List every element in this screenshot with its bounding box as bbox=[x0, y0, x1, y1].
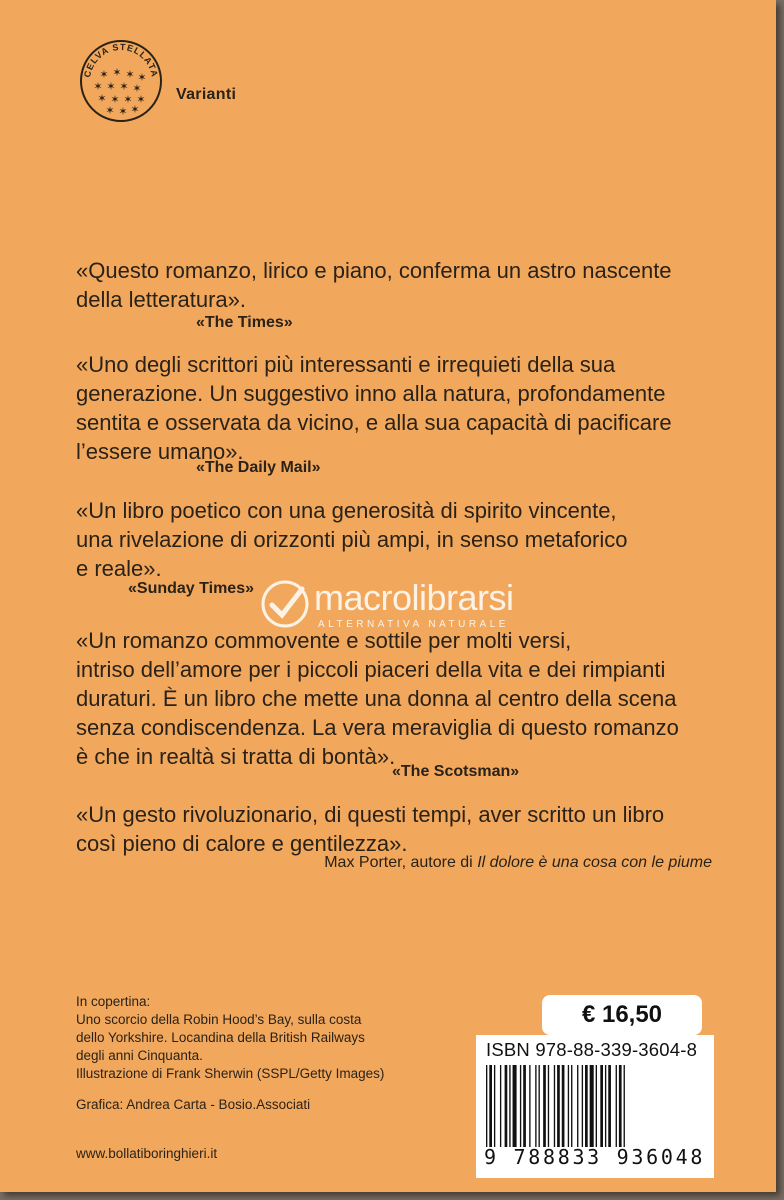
credit-line: Uno scorcio della Robin Hood’s Bay, sulla costa bbox=[76, 1012, 362, 1027]
svg-text:✶: ✶ bbox=[97, 92, 107, 105]
barcode-panel bbox=[476, 1035, 714, 1178]
quote-line: intriso dell’amore per i piccoli piaceri della vita e dei rimpianti bbox=[76, 657, 666, 682]
svg-text:✶: ✶ bbox=[112, 66, 122, 79]
quote-line: una rivelazione di orizzonti più ampi, in senso metaforico bbox=[76, 527, 628, 552]
price-tag: € 16,50 bbox=[542, 995, 702, 1035]
quote-line: «Questo romanzo, lirico e piano, conferma un astro nascente bbox=[76, 258, 672, 283]
barcode-bar bbox=[571, 1065, 572, 1147]
porter-book-title: Il dolore è una cosa con le piume bbox=[477, 854, 712, 871]
isbn-number: ISBN 978-88-339-3604-8 bbox=[486, 1039, 698, 1060]
watermark-tagline: ALTERNATIVA NATURALE bbox=[318, 619, 509, 630]
barcode-bar bbox=[590, 1065, 594, 1147]
barcode-bar bbox=[582, 1065, 583, 1147]
barcode-bar bbox=[568, 1065, 569, 1147]
quote-line: così pieno di calore e gentilezza». bbox=[76, 831, 408, 856]
quote-line: «Uno degli scrittori più interessanti e irrequieti della sua bbox=[76, 352, 616, 377]
credit-line: degli anni Cinquanta. bbox=[76, 1048, 203, 1063]
watermark-name: macrolibrarsi bbox=[314, 577, 514, 618]
quote-line: sentita e osservata da vicino, e alla sua capacità di pacificare bbox=[76, 410, 672, 435]
quote-line: «Un gesto rivoluzionario, di questi tempi, aver scritto un libro bbox=[76, 802, 665, 827]
barcode-bar bbox=[523, 1065, 526, 1147]
quote-scotsman bbox=[76, 626, 679, 771]
quote-sunday-times bbox=[76, 496, 628, 583]
barcode-bar bbox=[600, 1065, 603, 1147]
quote-source: «The Daily Mail» bbox=[196, 459, 321, 476]
quote-daily-mail bbox=[76, 350, 672, 466]
logo-text: CELVA STELLATA bbox=[82, 41, 160, 79]
barcode-bar bbox=[616, 1065, 617, 1147]
quote-line: «Un libro poetico con una generosità di spirito vincente, bbox=[76, 498, 617, 523]
barcode-bar bbox=[494, 1065, 495, 1147]
barcode-bar bbox=[548, 1065, 549, 1147]
svg-text:✶: ✶ bbox=[110, 93, 120, 106]
celva-stellata-logo bbox=[78, 38, 164, 124]
svg-text:✶: ✶ bbox=[93, 80, 103, 93]
quote-times bbox=[76, 256, 672, 314]
stars-icon bbox=[93, 66, 146, 118]
quote-source: «Sunday Times» bbox=[128, 580, 254, 597]
svg-text:✶: ✶ bbox=[137, 71, 147, 84]
barcode-bar bbox=[562, 1065, 565, 1147]
quote-line: duraturi. È un libro che mette una donna al centro della scena bbox=[76, 686, 677, 711]
quote-source: «The Scotsman» bbox=[392, 763, 520, 780]
series-name: Varianti bbox=[176, 86, 237, 103]
quote-line: e reale». bbox=[76, 556, 162, 581]
barcode-bar bbox=[489, 1065, 492, 1147]
graphic-design-credit: Grafica: Andrea Carta - Bosio.Associati bbox=[76, 1097, 311, 1112]
quote-line: senza condiscendenza. La vera meraviglia di questo romanzo bbox=[76, 715, 679, 740]
barcode-number: 9 788833 936048 bbox=[484, 1145, 706, 1169]
svg-text:✶: ✶ bbox=[125, 68, 135, 81]
credit-line: Illustrazione di Frank Sherwin (SSPL/Getty Images) bbox=[76, 1066, 385, 1081]
quote-line: «Un romanzo commovente e sottile per molti versi, bbox=[76, 628, 572, 653]
svg-text:✶: ✶ bbox=[132, 82, 142, 95]
barcode-bar bbox=[535, 1065, 536, 1147]
barcode-bar bbox=[486, 1065, 487, 1147]
barcode-bar bbox=[585, 1065, 588, 1147]
credit-line: In copertina: bbox=[76, 994, 151, 1009]
barcode-bar bbox=[619, 1065, 622, 1147]
quote-line: generazione. Un suggestivo inno alla natura, profondamente bbox=[76, 381, 666, 406]
barcode-bar bbox=[608, 1065, 611, 1147]
svg-text:✶: ✶ bbox=[118, 105, 128, 118]
barcode-bar bbox=[513, 1065, 517, 1147]
macrolibrarsi-watermark bbox=[258, 575, 558, 641]
barcode-bar bbox=[520, 1065, 521, 1147]
quote-line: è che in realtà si tratta di bontà». bbox=[76, 744, 396, 769]
svg-text:✶: ✶ bbox=[119, 80, 129, 93]
svg-text:✶: ✶ bbox=[136, 93, 146, 106]
barcode-bar bbox=[624, 1065, 625, 1147]
svg-text:✶: ✶ bbox=[105, 104, 115, 117]
barcode-bar bbox=[539, 1065, 540, 1147]
barcode bbox=[484, 1065, 706, 1147]
svg-text:✶: ✶ bbox=[123, 93, 133, 106]
quote-max-porter bbox=[76, 800, 664, 858]
barcode-bar bbox=[529, 1065, 530, 1147]
quote-line: della letteratura». bbox=[76, 287, 246, 312]
svg-text:✶: ✶ bbox=[99, 68, 109, 81]
credit-line: dello Yorkshire. Locandina della British Railways bbox=[76, 1030, 365, 1045]
barcode-bar bbox=[509, 1065, 510, 1147]
quote-source-porter bbox=[324, 854, 712, 872]
barcode-bar bbox=[605, 1065, 606, 1147]
svg-text:✶: ✶ bbox=[130, 103, 140, 116]
barcode-bar bbox=[543, 1065, 546, 1147]
porter-author: Max Porter, autore di bbox=[324, 854, 478, 871]
checkmark-circle-icon bbox=[258, 577, 312, 631]
quote-line: l’essere umano». bbox=[76, 439, 244, 464]
barcode-bar bbox=[596, 1065, 597, 1147]
svg-text:✶: ✶ bbox=[106, 80, 116, 93]
barcode-bar bbox=[500, 1065, 501, 1147]
barcode-bar bbox=[577, 1065, 578, 1147]
cover-credits bbox=[76, 993, 384, 1083]
quote-source: «The Times» bbox=[196, 314, 293, 331]
publisher-website[interactable]: www.bollatiboringhieri.it bbox=[76, 1146, 218, 1161]
barcode-bar bbox=[554, 1065, 555, 1147]
barcode-bar bbox=[505, 1065, 508, 1147]
barcode-bar bbox=[557, 1065, 560, 1147]
